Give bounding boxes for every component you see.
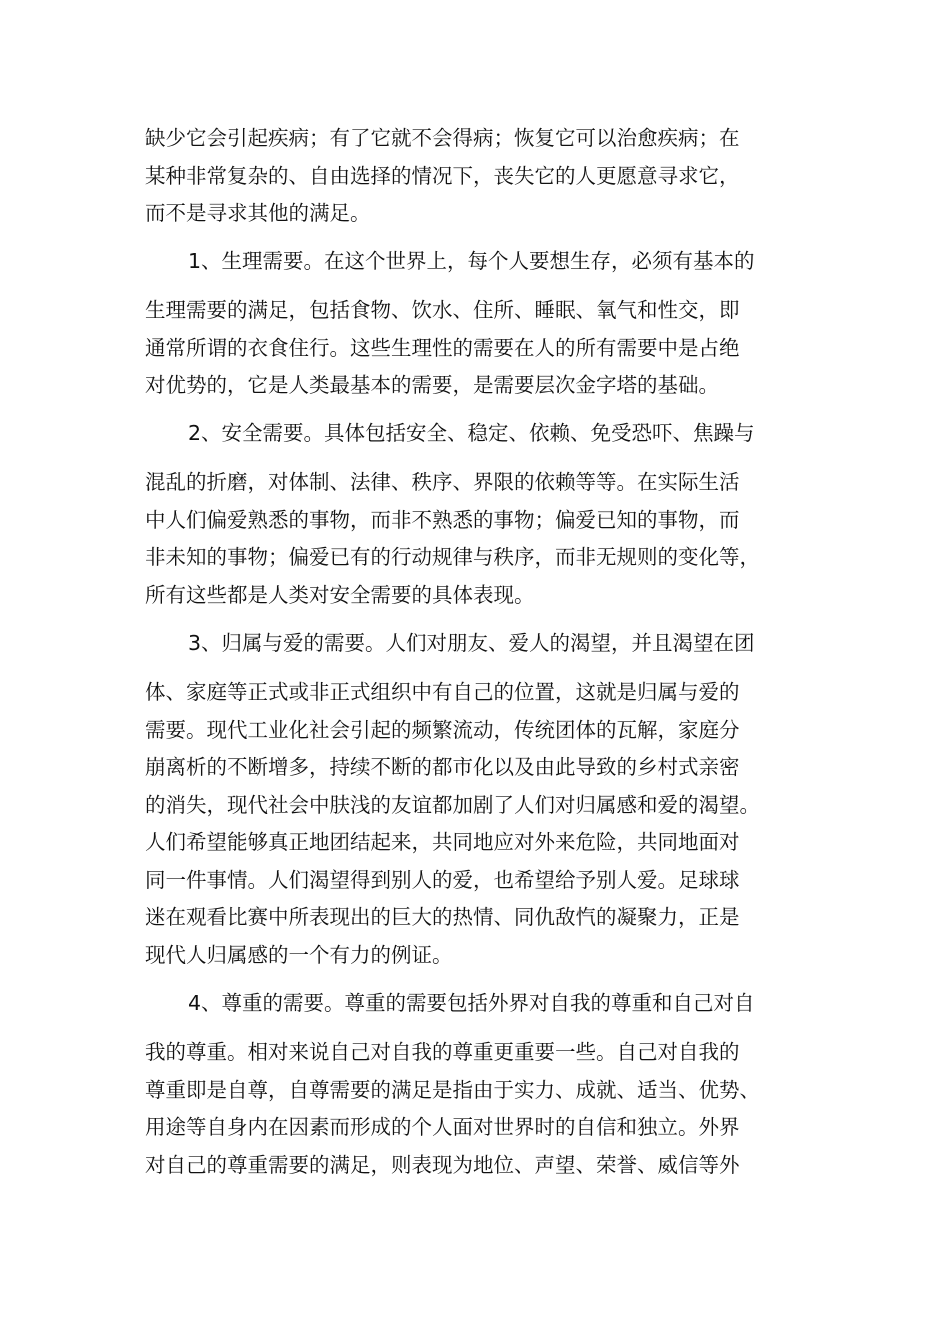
paragraph-heading-2: 2、安全需要。具体包括安全、稳定、依赖、免受恐吓、焦躁与	[188, 421, 755, 445]
text-line: 人们希望能够真正地团结起来，共同地应对外来危险，共同地面对	[145, 830, 740, 854]
text-line: 所有这些都是人类对安全需要的具体表现。	[145, 583, 535, 607]
text-line: 混乱的折磨，对体制、法律、秩序、界限的依赖等等。在实际生活	[145, 470, 740, 494]
text-line: 生理需要的满足，包括食物、饮水、住所、睡眠、氧气和性交，即	[145, 298, 740, 322]
text-line: 缺少它会引起疾病；有了它就不会得病；恢复它可以治愈疾病；在	[145, 126, 740, 150]
text-line: 的消失，现代社会中肤浅的友谊都加剧了人们对归属感和爱的渴望。	[145, 793, 760, 817]
text-line: 现代人归属感的一个有力的例证。	[145, 943, 453, 967]
text-line: 对优势的，它是人类最基本的需要，是需要层次金字塔的基础。	[145, 373, 719, 397]
paragraph-heading-3: 3、归属与爱的需要。人们对朋友、爱人的渴望，并且渴望在团	[188, 631, 755, 655]
paragraph-heading-4: 4、尊重的需要。尊重的需要包括外界对自我的尊重和自己对自	[188, 991, 755, 1015]
text-line: 同一件事情。人们渴望得到别人的爱，也希望给予别人爱。足球球	[145, 868, 740, 892]
text-line: 我的尊重。相对来说自己对自我的尊重更重要一些。自己对自我的	[145, 1040, 740, 1064]
text-line: 对自己的尊重需要的满足，则表现为地位、声望、荣誉、威信等外	[145, 1153, 740, 1177]
text-line: 体、家庭等正式或非正式组织中有自己的位置，这就是归属与爱的	[145, 680, 740, 704]
paragraph-heading-1: 1、生理需要。在这个世界上，每个人要想生存，必须有基本的	[188, 249, 755, 273]
text-line: 某种非常复杂的、自由选择的情况下，丧失它的人更愿意寻求它，	[145, 164, 740, 188]
text-line: 迷在观看比赛中所表现出的巨大的热情、同仇敌忾的凝聚力，正是	[145, 905, 740, 929]
text-line: 中人们偏爱熟悉的事物，而非不熟悉的事物；偏爱已知的事物，而	[145, 508, 740, 532]
text-line: 崩离析的不断增多，持续不断的都市化以及由此导致的乡村式亲密	[145, 755, 740, 779]
text-line: 非未知的事物；偏爱已有的行动规律与秩序，而非无规则的变化等，	[145, 545, 760, 569]
text-line: 需要。现代工业化社会引起的频繁流动，传统团体的瓦解，家庭分	[145, 718, 740, 742]
text-line: 用途等自身内在因素而形成的个人面对世界时的自信和独立。外界	[145, 1115, 740, 1139]
text-line: 而不是寻求其他的满足。	[145, 201, 371, 225]
text-line: 尊重即是自尊，自尊需要的满足是指由于实力、成就、适当、优势、	[145, 1078, 760, 1102]
text-line: 通常所谓的衣食住行。这些生理性的需要在人的所有需要中是占绝	[145, 336, 740, 360]
